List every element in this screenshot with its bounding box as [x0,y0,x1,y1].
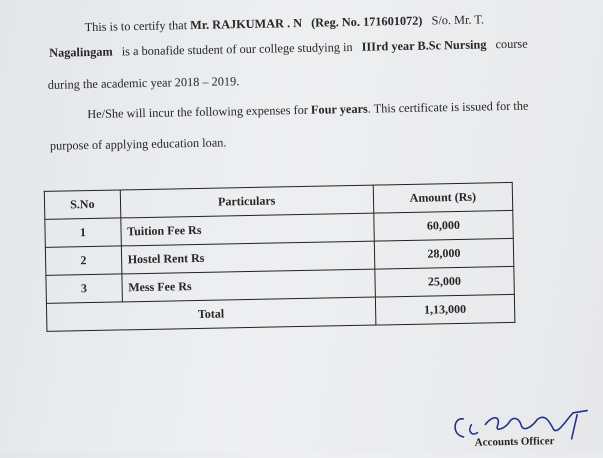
expense-table [44,182,516,332]
parent-prefix: S/o. Mr. T. [431,12,485,28]
course-name: IIIrd year B.Sc Nursing [361,37,487,54]
student-name: Mr. RAJKUMAR . N [190,15,303,33]
parent-name: Nagalingam [48,44,113,60]
total-label: Total [46,297,375,331]
header-particulars: Particulars [120,185,374,218]
row-amount: 60,000 [374,210,514,241]
course-suffix: course [495,36,528,52]
row-particular: Hostel Rent Rs [121,241,375,274]
row-particular: Tuition Fee Rs [120,213,374,246]
academic-year-line: during the academic year 2018 – 2019. [47,74,240,92]
expense-intro-text: He/She will incur the following expenses for [87,102,309,122]
row-amount: 28,000 [374,238,514,269]
row-sno: 3 [46,274,122,303]
header-amount: Amount (Rs) [373,182,513,213]
total-amount: 1,13,000 [375,294,515,325]
registration-number: (Reg. No. 171601072) [310,13,423,30]
row-particular: Mess Fee Rs [122,269,376,302]
row-amount: 25,000 [375,266,515,297]
row-sno: 1 [45,218,121,247]
header-sno: S.No [44,190,120,219]
purpose-line: purpose of applying education loan. [49,135,227,153]
expense-intro-suffix: . This certificate is issued for the [367,98,529,116]
certificate-line-2 [49,37,528,61]
bonafide-text: is a bonafide student of our college studying in [121,39,353,59]
expense-intro-line [87,99,528,122]
course-duration: Four years [310,101,368,117]
designation-label: Accounts Officer [474,435,555,449]
certificate-line-1 [85,12,485,35]
intro-text: This is to certify that [84,18,188,35]
row-sno: 2 [45,246,121,275]
